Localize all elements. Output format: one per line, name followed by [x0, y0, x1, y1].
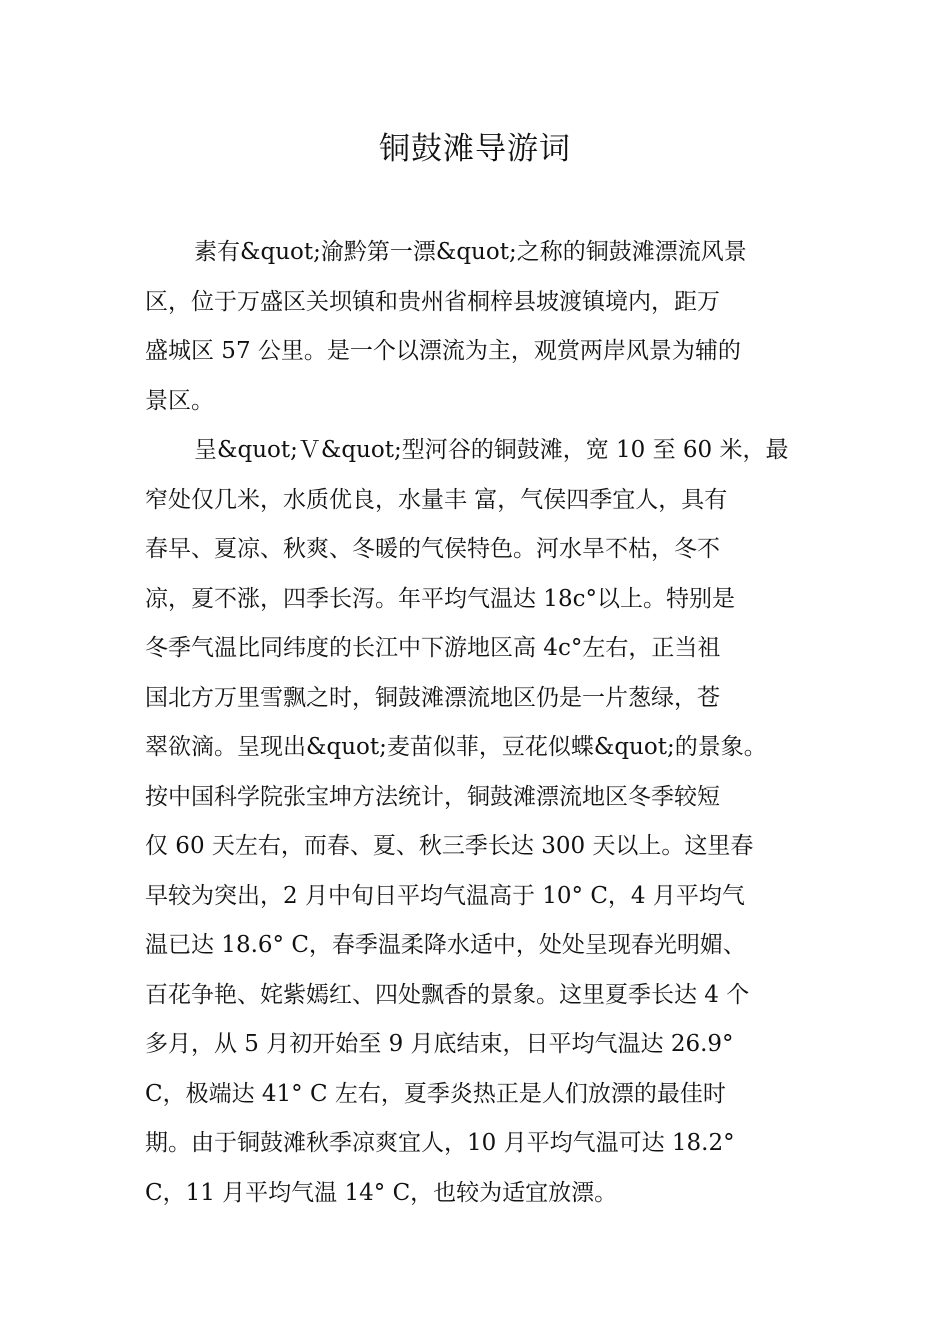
text-line: C，极端达 41° C 左右，夏季炎热正是人们放漂的最佳时: [145, 1080, 726, 1107]
paragraph-2: [145, 426, 815, 1218]
text-line: 期。由于铜鼓滩秋季凉爽宜人，10 月平均气温可达 18.2°: [145, 1130, 735, 1156]
text-line: 冬季气温比同纬度的长江中下游地区高 4c°左右，正当祖: [145, 635, 721, 661]
text-line: 窄处仅几米，水质优良，水量丰 富，气侯四季宜人，具有: [145, 486, 728, 513]
document-body: [145, 228, 815, 1218]
text-line: 素有&quot;渝黔第一漂&quot;之称的铜鼓滩漂流风景: [194, 239, 747, 265]
text-line: 国北方万里雪飘之时，铜鼓滩漂流地区仍是一片葱绿，苍: [145, 684, 720, 711]
text-line: C，11 月平均气温 14° C，也较为适宜放漂。: [145, 1179, 618, 1206]
text-line: 翠欲滴。呈现出&quot;麦苗似菲，豆花似蝶&quot;的景象。: [145, 734, 767, 760]
text-line: 百花争艳、姹紫嫣红、四处飘香的景象。这里夏季长达 4 个: [145, 981, 750, 1008]
text-line: 春早、夏凉、秋爽、冬暖的气侯特色。河水旱不枯，冬不: [145, 536, 720, 562]
text-line: 按中国科学院张宝坤方法统计，铜鼓滩漂流地区冬季较短: [145, 783, 720, 810]
text-line: 呈&quot;Ｖ&quot;型河谷的铜鼓滩，宽 10 至 60 米，最: [194, 437, 789, 463]
text-line: 仅 60 天左右，而春、夏、秋三季长达 300 天以上。这里春: [145, 833, 754, 859]
page-title: 铜鼓滩导游词: [379, 131, 571, 167]
text-line: 早较为突出，2 月中旬日平均气温高于 10° C，4 月平均气: [145, 882, 745, 909]
text-line: 景区。: [145, 387, 214, 414]
text-line: 区，位于万盛区关坝镇和贵州省桐梓县坡渡镇境内，距万: [145, 288, 720, 315]
text-line: 温已达 18.6° C，春季温柔降水适中，处处呈现春光明媚、: [145, 932, 746, 958]
text-line: 盛城区 57 公里。是一个以漂流为主，观赏两岸风景为辅的: [145, 338, 741, 364]
paragraph-1: [145, 228, 815, 426]
text-line: 凉，夏不涨，四季长泻。年平均气温达 18c°以上。特别是: [145, 585, 735, 612]
text-line: 多月，从 5 月初开始至 9 月底结束，日平均气温达 26.9°: [145, 1031, 734, 1057]
